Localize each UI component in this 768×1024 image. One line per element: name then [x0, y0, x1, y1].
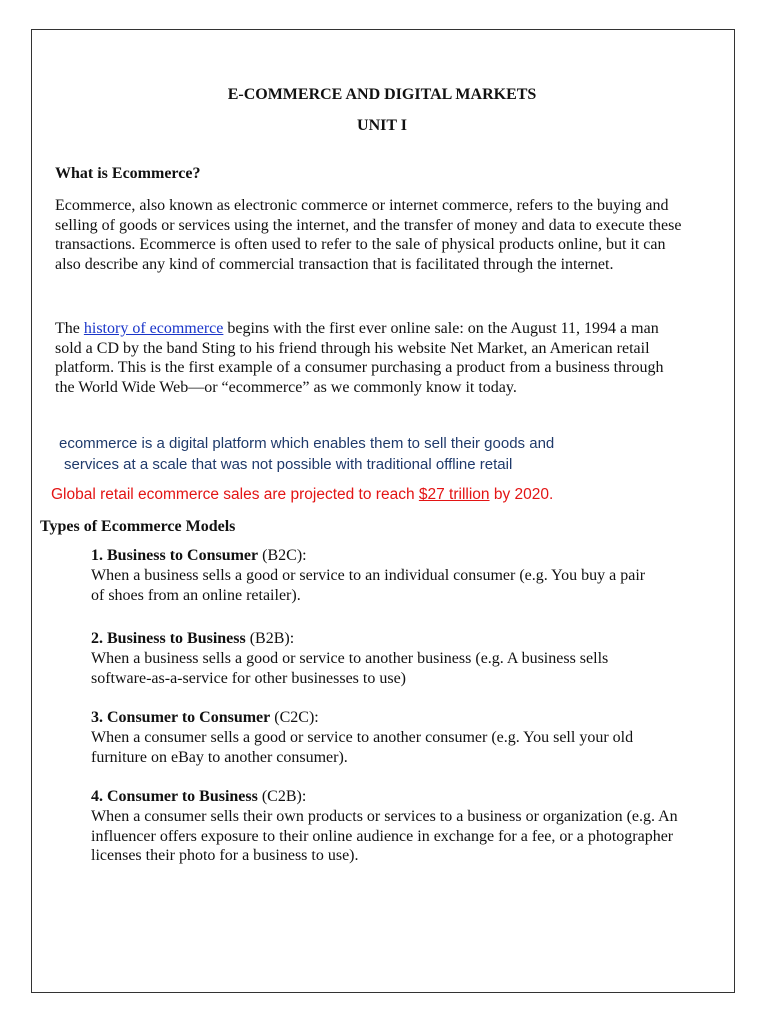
history-paragraph: [55, 319, 670, 397]
model-heading-code: (B2B):: [245, 630, 295, 647]
history-suffix: begins with the first ever online sale: on the August 11, 1994 a man sold a CD by the band Sting to his friend through his website Net Market, an American retail platform. This is the first example of a consumer purchasing a product from a business through the World Wide Web—or “ecommerce” as we commonly know it today.: [55, 320, 664, 396]
model-description: When a consumer sells a good or service to another consumer (e.g. You sell your old furniture on eBay to another consumer).: [91, 729, 634, 766]
types-heading: Types of Ecommerce Models: [40, 518, 236, 535]
model-heading-code: (C2C):: [270, 709, 319, 726]
model-heading-code: (B2C):: [258, 547, 307, 564]
global-sales-suffix: by 2020.: [489, 486, 554, 503]
intro-paragraph: Ecommerce, also known as electronic commerce or internet commerce, refers to the buying and selling of goods or services using the internet, and the transfer of money and data to execute these transactions. Ecommerce is often used to refer to the sale of physical products online, but it can also describe any kind of commercial transaction that is facilitated through the internet.: [55, 197, 682, 273]
platform-line-2: services at a scale that was not possible with traditional offline retail: [64, 456, 513, 473]
model-description: When a business sells a good or service to an individual consumer (e.g. You buy a pair of shoes from an online retailer).: [91, 567, 646, 604]
global-sales-prefix: Global retail ecommerce sales are projected to reach: [51, 486, 419, 503]
model-heading: [91, 546, 307, 566]
question-heading: What is Ecommerce?: [55, 165, 201, 182]
model-heading-text: 4. Consumer to Business: [91, 788, 258, 805]
history-prefix: The: [55, 320, 84, 337]
unit-heading: UNIT I: [357, 117, 407, 134]
page-border: [31, 29, 735, 993]
model-description: When a business sells a good or service to another business (e.g. A business sells software-as-a-service for other businesses to use): [91, 650, 609, 687]
model-heading: [91, 787, 306, 807]
model-heading-text: 2. Business to Business: [91, 630, 246, 647]
model-heading-text: 3. Consumer to Consumer: [91, 709, 271, 726]
model-description: When a consumer sells their own products or services to a business or organization (e.g. An influencer offers exposure to their online audience in exchange for a fee, or a photographer licenses their photo for a business to use).: [91, 808, 678, 864]
document-title: E-COMMERCE AND DIGITAL MARKETS: [227, 86, 537, 103]
model-heading: [91, 629, 294, 649]
history-of-ecommerce-link[interactable]: history of ecommerce: [83, 320, 224, 337]
sales-figure-link[interactable]: $27 trillion: [418, 486, 490, 503]
model-heading: [91, 708, 319, 728]
global-sales-line: [51, 485, 553, 505]
model-heading-text: 1. Business to Consumer: [91, 547, 259, 564]
model-heading-code: (C2B):: [257, 788, 307, 805]
platform-line-1: ecommerce is a digital platform which enables them to sell their goods and: [59, 435, 555, 452]
